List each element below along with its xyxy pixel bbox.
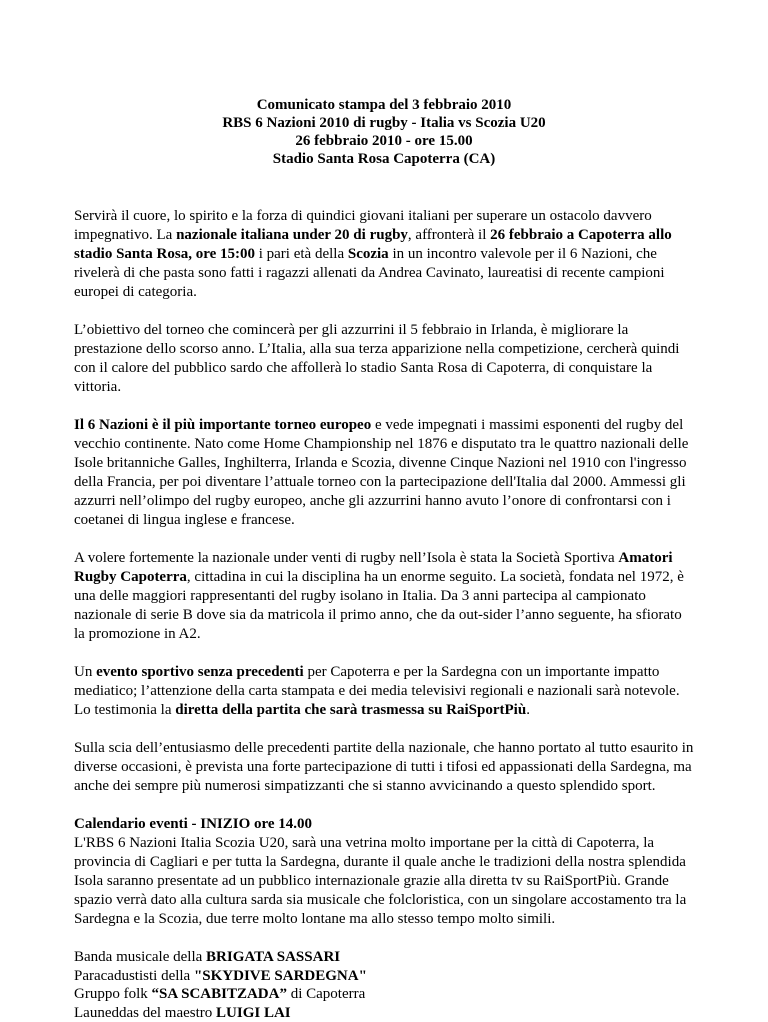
paragraph-club: [74, 549, 694, 644]
calendar-heading: Calendario eventi - INIZIO ore 14.00: [74, 816, 312, 832]
text-run: Un: [74, 664, 96, 680]
text-run: in un incontro valevole per il 6 Nazioni, che rivelerà di che pasta sono fatti i ragazzi allenati da Andrea Cavinato, laureatisi di recente campioni europei di categoria.: [74, 246, 665, 300]
events-list: [74, 948, 694, 1022]
bold-text: BRIGATA SASSARI: [206, 949, 340, 965]
paragraph-intro: [74, 207, 694, 302]
text-run: .: [526, 702, 530, 718]
text-run: i pari età della: [255, 246, 348, 262]
text-run: , cittadina in cui la disciplina ha un enorme seguito. La società, fondata nel 1972, è una delle maggiori rappresentanti del rugby isolano in Italia. Da 3 anni partecipa al campionato nazionale di serie B dove sia da matricola il primo anno, che da out-sider l’anno seguente, ha sfiorato la promozione in A2.: [74, 569, 684, 642]
text-run: Servirà il cuore, lo spirito e la forza di quindici giovani italiani per superare un ostacolo davvero impegnativo. La: [74, 208, 652, 243]
bold-text: Scozia: [348, 246, 389, 262]
bold-text: diretta della partita che sarà trasmessa su RaiSportPiù: [175, 702, 526, 718]
paragraph-event: [74, 663, 694, 720]
list-item: [74, 985, 694, 1004]
text-run: Banda musicale della: [74, 949, 206, 965]
bold-text: evento sportivo senza precedenti: [96, 664, 304, 680]
paragraph-calendar: [74, 815, 694, 929]
heading-line-venue: Stadio Santa Rosa Capoterra (CA): [74, 150, 694, 168]
bold-text: Il 6 Nazioni è il più importante torneo europeo: [74, 417, 371, 433]
bold-text: 26 febbraio a Capoterra allo stadio Santa Rosa, ore 15:00: [74, 227, 672, 262]
bold-text: LUIGI LAI: [216, 1005, 291, 1021]
document-page: [74, 96, 694, 1022]
bold-text: nazionale italiana under 20 di rugby: [176, 227, 408, 243]
bold-text: "SKYDIVE SARDEGNA": [194, 968, 367, 984]
heading-line-date: Comunicato stampa del 3 febbraio 2010: [74, 96, 694, 114]
text-run: A volere fortemente la nazionale under venti di rugby nell’Isola è stata la Società Sportiva: [74, 550, 618, 566]
bold-text: Amatori Rugby Capoterra: [74, 550, 673, 585]
text-run: Launeddas del maestro: [74, 1005, 216, 1021]
paragraph-objective: L’obiettivo del torneo che comincerà per gli azzurrini il 5 febbraio in Irlanda, è migliorare la prestazione dello scorso anno. L’Italia, alla sua terza apparizione nella competizione, cercherà quindi con il calore del pubblico sardo che affollerà lo stadio Santa Rosa di Capoterra, di conquistare la vittoria.: [74, 321, 694, 397]
text-run: Paracadustisti della: [74, 968, 194, 984]
heading-line-event: RBS 6 Nazioni 2010 di rugby - Italia vs Scozia U20: [74, 114, 694, 132]
text-run: L'RBS 6 Nazioni Italia Scozia U20, sarà una vetrina molto importane per la città di Capoterra, la provincia di Cagliari e per tutta la Sardegna, durante il quale anche le tradizioni della nostra splendida Isola saranno presentate ad un pubblico internazionale grazie alla diretta tv su RaiSportPiù. Grande spazio verrà dato alla cultura sarda sia musicale che folcloristica, con un singolare accostamento tra la Sardegna e la Scozia, due terre molto lontane ma allo stesso tempo molto simili.: [74, 835, 686, 927]
bold-text: “SA SCABITZADA”: [152, 986, 287, 1002]
text-run: per Capoterra e per la Sardegna con un importante impatto mediatico; l’attenzione della carta stampata e dei media televisivi regionali e nazionali sarà notevole. Lo testimonia la: [74, 664, 680, 718]
text-run: , affronterà il: [408, 227, 490, 243]
paragraph-enthusiasm: Sulla scia dell’entusiasmo delle precedenti partite della nazionale, che hanno portato al tutto esaurito in diverse occasioni, è prevista una forte partecipazione di tutti i tifosi ed appassionati della Sardegna, ma anche dei sempre più numerosi simpatizzanti che si stanno avvicinando a questo splendido sport.: [74, 739, 694, 796]
press-release-heading: [74, 96, 694, 168]
heading-line-datetime: 26 febbraio 2010 - ore 15.00: [74, 132, 694, 150]
text-run: di Capoterra: [287, 986, 365, 1002]
document-body: [74, 207, 694, 1022]
text-run: e vede impegnati i massimi esponenti del rugby del vecchio continente. Nato come Home Championship nel 1876 e disputato tra le quattro nazionali delle Isole britanniche Galles, Inghilterra, Irlanda e Scozia, divenne Cinque Nazioni nel 1910 con l'ingresso della Francia, per poi diventare l’attuale torneo con la partecipazione dell'Italia dal 2000. Ammessi gli azzurri nell’olimpo del rugby europeo, anche gli azzurrini hanno avuto l’onore di confrontarsi con i coetanei di lingua inglese e francese.: [74, 417, 688, 528]
list-item: [74, 1004, 694, 1022]
list-item: [74, 967, 694, 986]
paragraph-six-nations: [74, 416, 694, 530]
text-run: Gruppo folk: [74, 986, 152, 1002]
list-item: [74, 948, 694, 967]
